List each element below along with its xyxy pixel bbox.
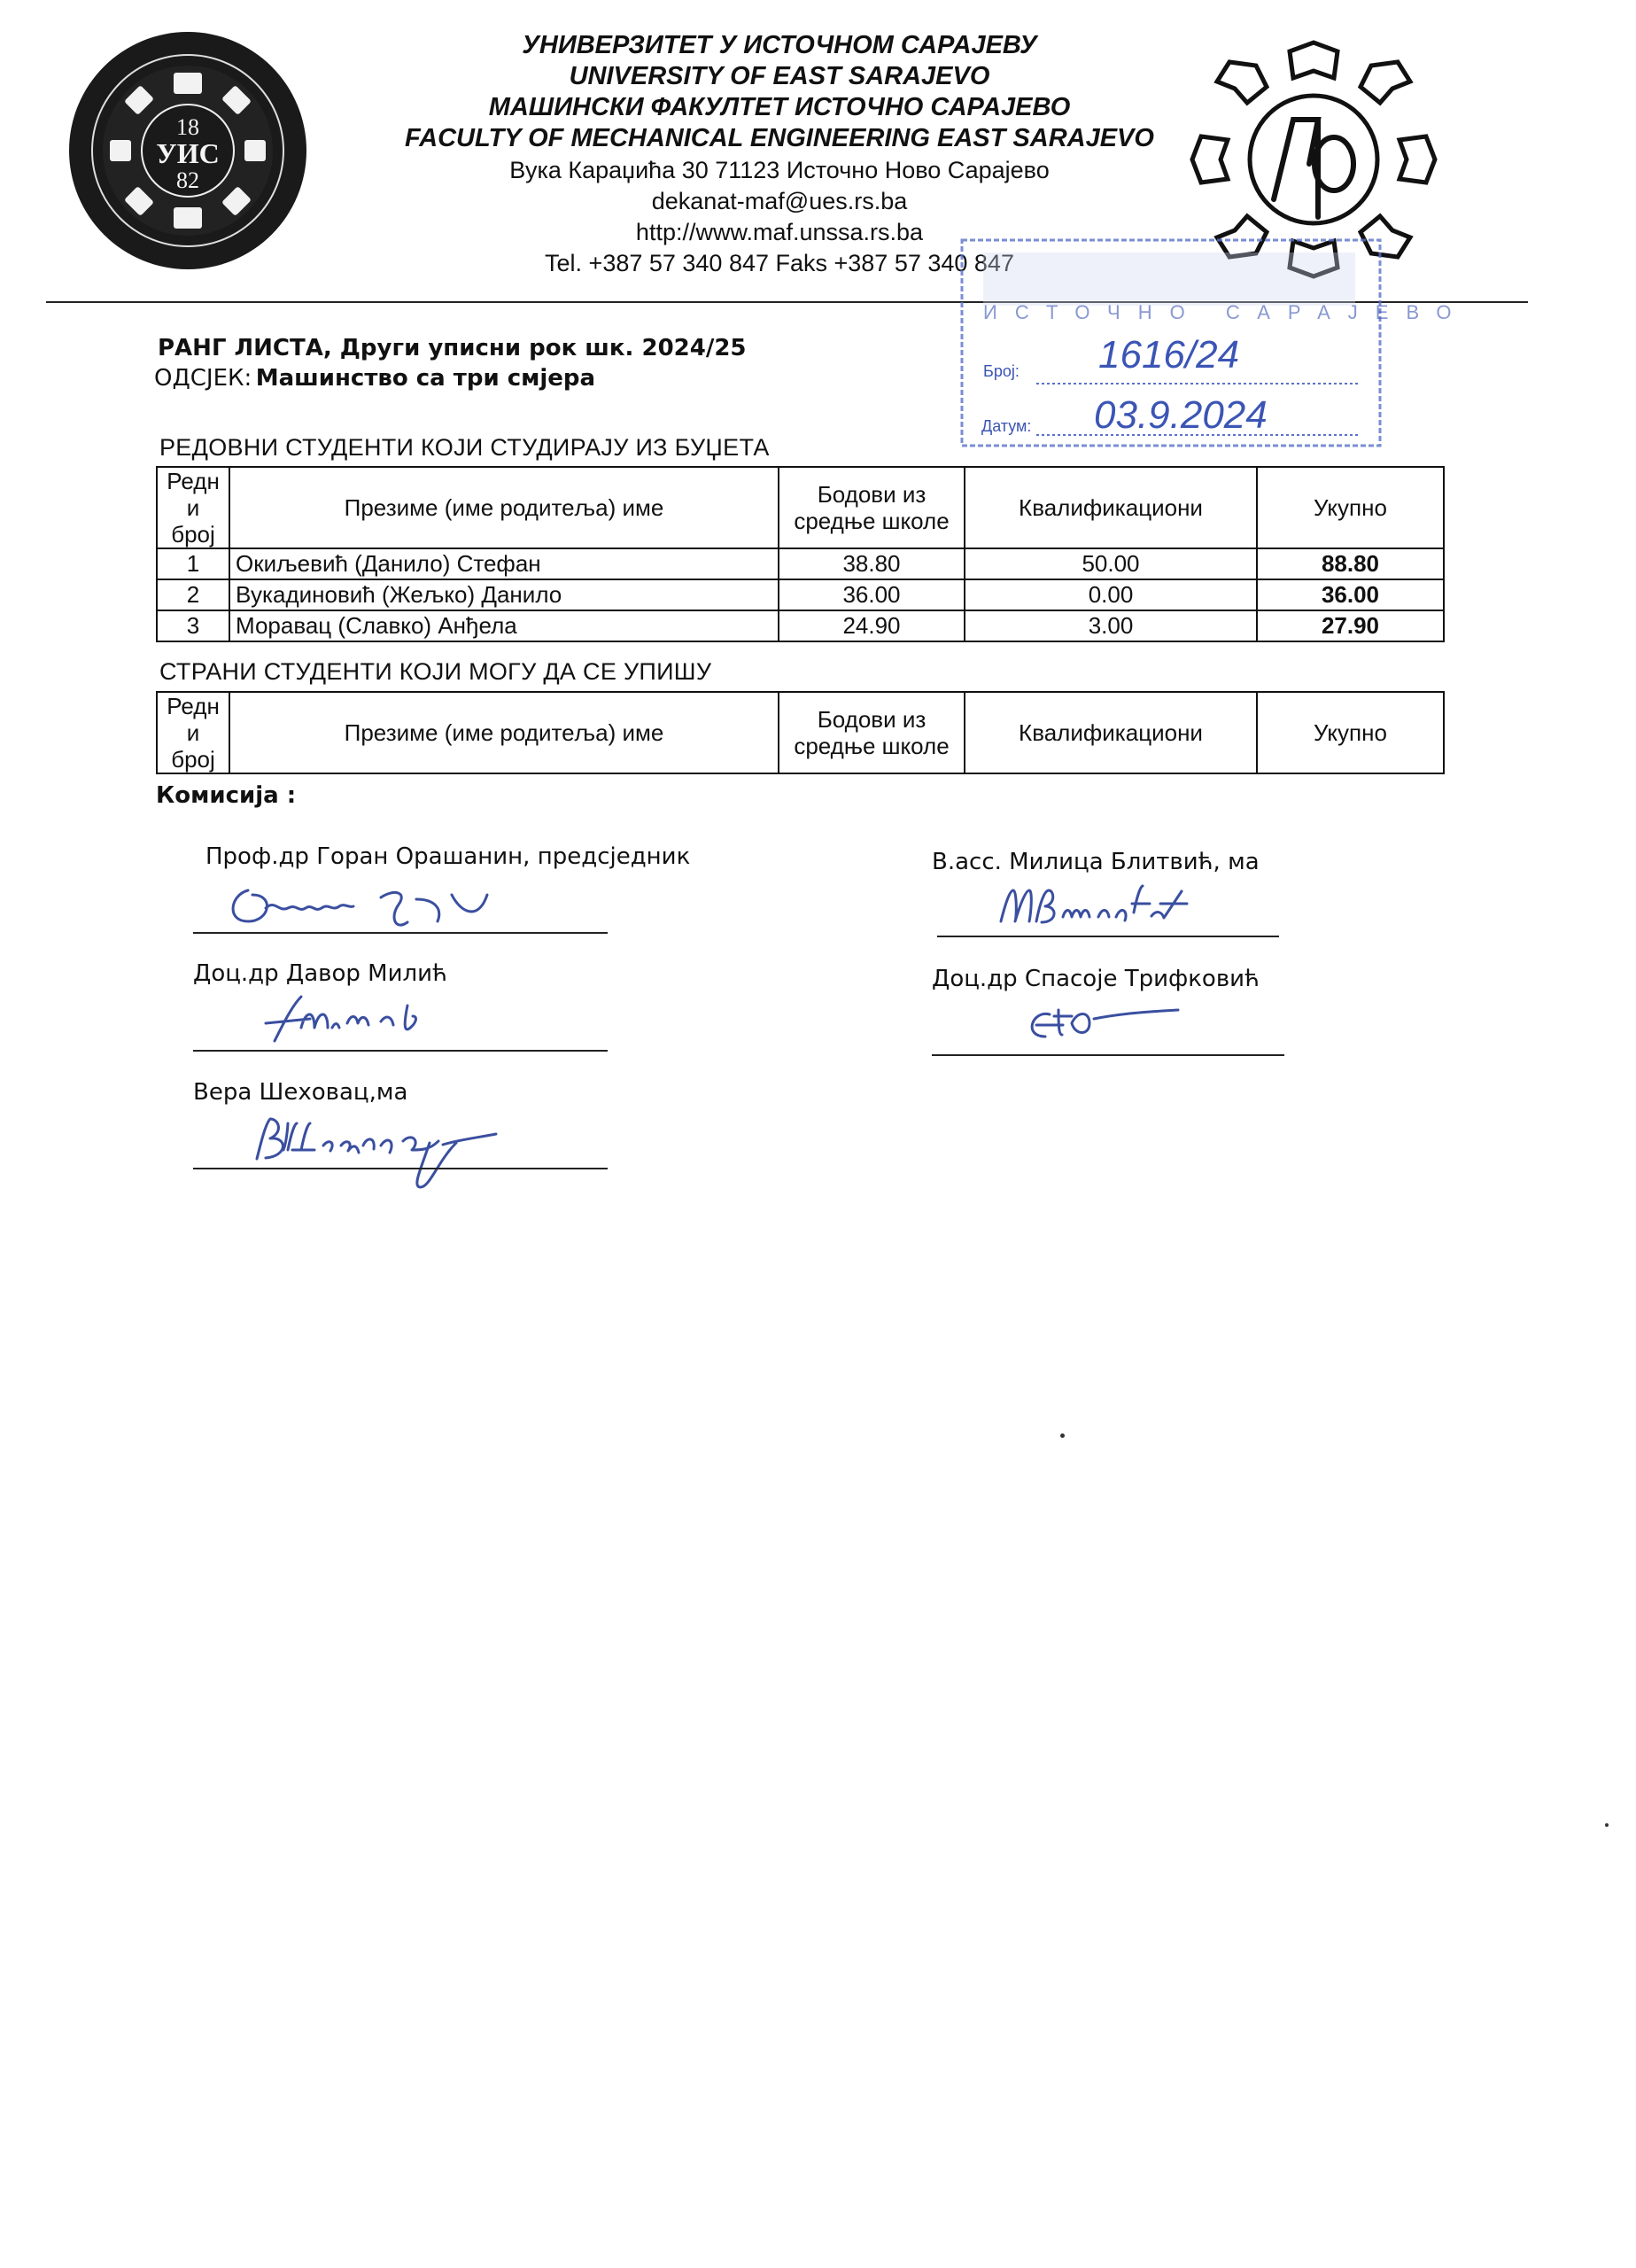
- column-header-number: Редн и број: [157, 692, 229, 773]
- column-header-school-points: Бодови из средње школе: [779, 467, 965, 548]
- svg-text:1616/24: 1616/24: [1098, 333, 1240, 377]
- qualification-points: 50.00: [965, 548, 1257, 579]
- column-header-total: Укупно: [1257, 692, 1444, 773]
- header-faculty-latin: FACULTY OF MECHANICAL ENGINEERING EAST SARAJEVO: [405, 124, 1154, 152]
- svg-text:18: 18: [176, 114, 199, 140]
- budget-students-table: [156, 466, 1445, 642]
- header-faculty-cyrillic: МАШИНСКИ ФАКУЛТЕТ ИСТОЧНО САРАЈЕВО: [488, 93, 1071, 121]
- header-university-latin: UNIVERSITY OF EAST SARAJEVO: [569, 62, 990, 90]
- row-number: 2: [157, 579, 229, 610]
- column-header-school-points: Бодови из средње школе: [779, 692, 965, 773]
- signature-line: [193, 1050, 608, 1052]
- svg-text:03.9.2024: 03.9.2024: [1094, 393, 1268, 437]
- registry-stamp-icon: [957, 235, 1469, 452]
- signature-orasanin: [213, 873, 549, 935]
- svg-text:УИС: УИС: [156, 137, 220, 169]
- qualification-points: 0.00: [965, 579, 1257, 610]
- column-header-name: Презиме (име родитеља) име: [229, 692, 779, 773]
- department-value: Машинство са три смјера: [255, 365, 596, 392]
- row-number: 1: [157, 548, 229, 579]
- student-name: Вукадиновић (Жељко) Данило: [229, 579, 779, 610]
- header-university-cyrillic: УНИВЕРЗИТЕТ У ИСТОЧНОМ САРАЈЕВУ: [522, 31, 1037, 59]
- signature-line: [937, 936, 1279, 937]
- signature-line: [193, 932, 608, 934]
- column-header-qualification: Квалификациони: [965, 692, 1257, 773]
- student-name: Окиљевић (Данило) Стефан: [229, 548, 779, 579]
- department-label: ОДСЈЕК:: [154, 365, 252, 392]
- commission-member-blitvic: В.асс. Милица Блитвић, ма: [932, 849, 1260, 875]
- section-title-foreign-students: СТРАНИ СТУДЕНТИ КОЈИ МОГУ ДА СЕ УПИШУ: [159, 658, 712, 685]
- qualification-points: 3.00: [965, 610, 1257, 641]
- scan-speck: [1060, 1433, 1065, 1438]
- total-points: 36.00: [1257, 579, 1444, 610]
- signature-blitvic: [983, 877, 1231, 939]
- signature-trifkovic: [1010, 997, 1187, 1050]
- commission-member-milic: Доц.др Давор Милић: [193, 960, 447, 987]
- table-row: [157, 610, 1444, 641]
- column-header-total: Укупно: [1257, 467, 1444, 548]
- total-points: 27.90: [1257, 610, 1444, 641]
- svg-text:82: 82: [176, 167, 199, 193]
- signature-sehovac: [248, 1106, 514, 1194]
- header-address: Вука Караџића 30 71123 Источно Ново Сарајево: [509, 157, 1050, 183]
- university-seal-icon: [64, 27, 312, 275]
- svg-text:ИСТОЧНО САРАЈЕВО: ИСТОЧНО САРАЈЕВО: [983, 301, 1469, 323]
- document-title: РАНГ ЛИСТА, Други уписни рок шк. 2024/25: [158, 335, 747, 361]
- student-name: Моравац (Славко) Анђела: [229, 610, 779, 641]
- commission-member-sehovac: Вера Шеховац,ма: [193, 1079, 408, 1106]
- column-header-name: Презиме (име родитеља) име: [229, 467, 779, 548]
- commission-label: Комисија :: [156, 782, 297, 809]
- row-number: 3: [157, 610, 229, 641]
- header-web: http://www.maf.unssa.rs.ba: [635, 219, 924, 245]
- department-line: [154, 365, 595, 392]
- commission-member-trifkovic: Доц.др Спасоје Трифковић: [932, 966, 1260, 992]
- svg-text:Број:: Број:: [983, 362, 1020, 380]
- scan-speck: [1605, 1823, 1609, 1827]
- total-points: 88.80: [1257, 548, 1444, 579]
- table-row: [157, 548, 1444, 579]
- commission-member-chair: Проф.др Горан Орашанин, предсједник: [205, 843, 691, 870]
- school-points: 24.90: [779, 610, 965, 641]
- signature-line: [193, 1168, 608, 1169]
- signature-milic: [248, 988, 478, 1059]
- table-row: [157, 579, 1444, 610]
- header-phone: Tel. +387 57 340 847 Faks +387 57 340 847: [545, 250, 1014, 276]
- foreign-students-table: [156, 691, 1445, 774]
- signature-line: [932, 1054, 1284, 1056]
- school-points: 36.00: [779, 579, 965, 610]
- section-title-budget-students: РЕДОВНИ СТУДЕНТИ КОЈИ СТУДИРАЈУ ИЗ БУЏЕТА: [159, 434, 770, 461]
- header-email: dekanat-maf@ues.rs.ba: [651, 188, 908, 214]
- column-header-qualification: Квалификациони: [965, 467, 1257, 548]
- school-points: 38.80: [779, 548, 965, 579]
- svg-text:Датум:: Датум:: [981, 417, 1032, 435]
- column-header-number: Редн и број: [157, 467, 229, 548]
